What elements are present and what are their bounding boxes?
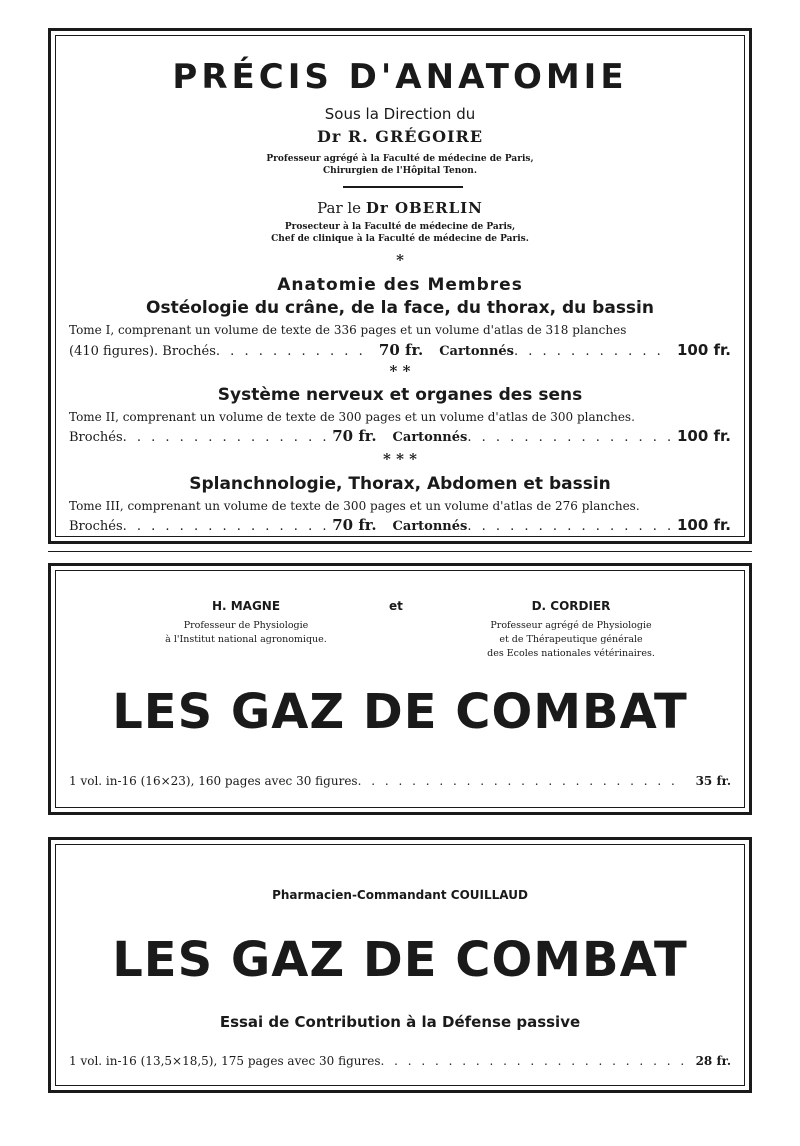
- ad1-vol3-line1: [69, 499, 731, 513]
- ad1-author-title-1: Prosecteur à la Faculté de médecine de Paris,: [284, 222, 516, 232]
- ad1-title: PRÉCIS D'ANATOMIE: [172, 57, 628, 97]
- ad1-vol3-desc: Tome III, comprenant un volume de texte de 300 pages et un volume d'atlas de 276 planches.: [69, 499, 640, 513]
- ad1-leader: [123, 430, 327, 445]
- ad1-separator-1: *: [396, 251, 404, 269]
- ad2-details: 1 vol. in-16 (16×23), 160 pages avec 30 figures: [69, 774, 358, 788]
- ad1-leader: [514, 344, 671, 359]
- ad1-author-prefix: Par le: [317, 199, 362, 217]
- ad2-author1-title-1: Professeur de Physiologie: [183, 620, 309, 631]
- ad1-vol3-broches-label: Brochés: [69, 519, 123, 534]
- ad2-conjunction: et: [389, 599, 403, 613]
- ad3-details: 1 vol. in-16 (13,5×18,5), 175 pages avec 30 figures: [69, 1054, 381, 1068]
- ad3-leader: [380, 1054, 683, 1068]
- ad1-vol3-cartonne-price: 100 fr.: [676, 516, 731, 534]
- ad1-vol1-broches-label: (410 figures). Brochés: [69, 344, 216, 359]
- ad1-vol1-cartonnes-label: Cartonnés: [439, 344, 514, 359]
- ad3-details-line: [69, 1054, 731, 1068]
- ad1-separator-3: * * *: [383, 450, 417, 468]
- ad2-details-line: [69, 774, 731, 788]
- ad1-vol3-cartonnes-label: Cartonnés: [392, 519, 468, 534]
- ad1-vol1-desc: Tome I, comprenant un volume de texte de 336 pages et un volume d'atlas de 318 planches: [69, 323, 627, 337]
- ad2-leader: [358, 774, 684, 788]
- ad1-vol1-title: Ostéologie du crâne, de la face, du thorax, du bassin: [146, 298, 654, 318]
- ad-gaz-de-combat-couillaud: [48, 837, 752, 1093]
- ad3-subtitle: Essai de Contribution à la Défense passive: [219, 1013, 581, 1031]
- ad-precis-anatomie: [48, 28, 752, 544]
- ad1-separator-2: * *: [389, 362, 411, 380]
- ad2-price: 35 fr.: [695, 774, 731, 788]
- ad1-direction-line: Sous la Direction du: [324, 105, 476, 123]
- ad1-vol1-broche-price: 70 fr.: [378, 341, 424, 359]
- ad3-title: LES GAZ DE COMBAT: [112, 932, 688, 988]
- ad1-director: Dr R. GRÉGOIRE: [316, 127, 484, 146]
- ad2-title: LES GAZ DE COMBAT: [112, 684, 688, 740]
- ad1-director-title-2: Chirurgien de l'Hôpital Tenon.: [323, 166, 477, 176]
- ad1-vol2-cartonnes-label: Cartonnés: [392, 430, 468, 445]
- ad2-author2: D. CORDIER: [531, 599, 611, 613]
- ad1-author-line: [51, 199, 749, 217]
- ad1-director-title-1: Professeur agrégé à la Faculté de médecine de Paris,: [266, 154, 534, 164]
- ad1-author: Dr OBERLIN: [365, 199, 483, 217]
- ad1-leader: [216, 344, 373, 359]
- ad1-vol2-title: Système nerveux et organes des sens: [217, 385, 583, 405]
- ad2-author2-title-3: des Ecoles nationales vétérinaires.: [487, 648, 655, 659]
- ad1-vol3-price-line: [69, 516, 731, 534]
- ad1-vol2-cartonne-price: 100 fr.: [676, 427, 731, 445]
- ad1-section-heading: Anatomie des Membres: [277, 275, 523, 295]
- ad1-vol1-line1: [69, 323, 731, 337]
- ad1-leader: [467, 519, 671, 534]
- ad1-leader: [467, 430, 671, 445]
- ad2-author1-title-2: à l'Institut national agronomique.: [165, 634, 327, 645]
- ad1-vol2-broches-label: Brochés: [69, 430, 123, 445]
- ad1-author-title-2: Chef de clinique à la Faculté de médecine de Paris.: [271, 234, 529, 244]
- ad2-author2-title-1: Professeur agrégé de Physiologie: [490, 620, 652, 631]
- ad1-vol2-line1: [69, 410, 731, 424]
- ad2-author1: H. MAGNE: [211, 599, 281, 613]
- ad1-vol2-desc: Tome II, comprenant un volume de texte de 300 pages et un volume d'atlas de 300 planches.: [69, 410, 635, 424]
- ad1-vol3-broche-price: 70 fr.: [332, 516, 377, 534]
- ad3-price: 28 fr.: [695, 1054, 731, 1068]
- ad-gaz-de-combat-magne-cordier: [48, 563, 752, 815]
- ad1-rule: [343, 186, 463, 188]
- ad1-vol1-price-line: [69, 341, 731, 359]
- ad2-author2-title-2: et de Thérapeutique générale: [499, 634, 643, 645]
- ad1-vol3-title: Splanchnologie, Thorax, Abdomen et bassin: [189, 474, 611, 494]
- ad1-vol2-price-line: [69, 427, 731, 445]
- ad1-vol2-broche-price: 70 fr.: [332, 427, 377, 445]
- page-divider: [48, 551, 752, 552]
- ad1-leader: [123, 519, 327, 534]
- ad1-vol1-cartonne-price: 100 fr.: [676, 341, 732, 359]
- ad3-author: Pharmacien-Commandant COUILLAUD: [272, 888, 528, 902]
